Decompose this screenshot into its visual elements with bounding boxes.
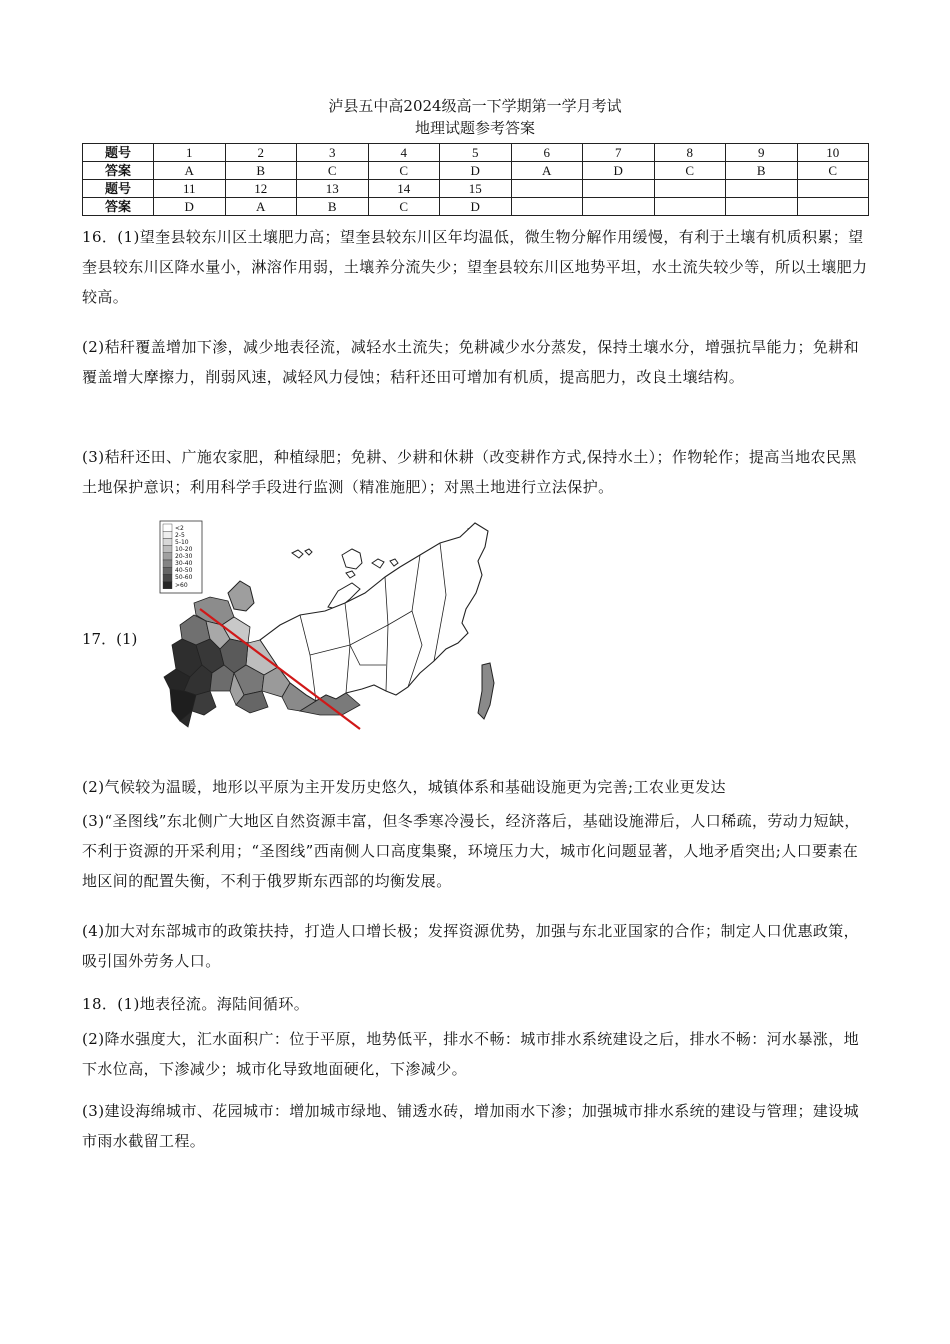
table-row: [83, 198, 869, 216]
row-header-answer: 答案: [83, 198, 154, 216]
legend-label: <2: [175, 525, 184, 532]
table-cell: 12: [225, 180, 297, 198]
row-header-question: 题号: [83, 144, 154, 162]
table-cell: D: [440, 198, 512, 216]
eastern-russia-region: [260, 523, 488, 701]
table-cell: 1: [154, 144, 226, 162]
russia-population-density-map: [150, 515, 500, 735]
legend-swatch: [163, 524, 172, 531]
legend-label: 40-50: [175, 567, 193, 574]
legend-swatch: [163, 546, 172, 553]
table-cell: 7: [583, 144, 655, 162]
map-legend: [160, 521, 202, 593]
table-cell: 11: [154, 180, 226, 198]
legend-swatch: [163, 538, 172, 545]
table-cell: 14: [368, 180, 440, 198]
q17-label: 17．(1): [82, 630, 138, 648]
table-cell: B: [225, 162, 297, 180]
table-cell: [726, 198, 798, 216]
legend-swatch: [163, 553, 172, 560]
table-cell: C: [797, 162, 869, 180]
table-cell: [511, 198, 583, 216]
table-cell: 2: [225, 144, 297, 162]
page-title: 泸县五中高2024级高一下学期第一学月考试: [328, 97, 622, 115]
table-cell: D: [154, 198, 226, 216]
table-cell: [583, 198, 655, 216]
table-cell: D: [440, 162, 512, 180]
legend-label: 50-60: [175, 574, 193, 581]
table-cell: [726, 180, 798, 198]
legend-swatch: [163, 582, 172, 589]
table-row: [83, 162, 869, 180]
table-cell: A: [154, 162, 226, 180]
legend-label: >60: [175, 582, 188, 589]
legend-swatch: [163, 531, 172, 538]
table-cell: 13: [297, 180, 369, 198]
table-cell: [797, 198, 869, 216]
sakhalin-island: [478, 663, 494, 719]
q17-answer-2: (2)气候较为温暖，地形以平原为主开发历史悠久，城镇体系和基础设施更为完善;工农业更发达: [82, 778, 726, 796]
legend-swatch: [163, 567, 172, 574]
q16-answer-3: (3)秸秆还田、广施农家肥，种植绿肥；免耕、少耕和休耕（改变耕作方式,保持水土）；作物轮作；提高当地农民黑土地保护意识；利用科学手段进行监测（精准施肥）；对黑土地进行立法保护。: [82, 448, 857, 496]
table-cell: C: [368, 162, 440, 180]
q16-answer-1: 16．(1)望奎县较东川区土壤肥力高；望奎县较东川区年均温低，微生物分解作用缓慢，有利于土壤有机质积累；望奎县较东川区降水量小，淋溶作用弱，土壤养分流失少；望奎县较东川区地势平坦，水土流失较少等，所以土壤肥力较高。: [82, 228, 868, 306]
table-cell: C: [368, 198, 440, 216]
q18-answer-1: 18．(1)地表径流。海陆间循环。: [82, 995, 310, 1013]
legend-label: 20-30: [175, 553, 193, 560]
table-cell: A: [511, 162, 583, 180]
q17-answer-3: (3)“圣图线”东北侧广大地区自然资源丰富，但冬季寒冷漫长，经济落后，基础设施滞后，人口稀疏，劳动力短缺，不利于资源的开采利用；“圣图线”西南侧人口高度集聚，环境压力大，城市化问题显著，人地矛盾突出;人口要素在地区间的配置失衡，不利于俄罗斯东西部的均衡发展。: [82, 812, 860, 890]
northwest-region: [228, 581, 254, 611]
table-cell: B: [726, 162, 798, 180]
legend-label: 2-5: [175, 532, 185, 539]
table-cell: 8: [654, 144, 726, 162]
table-cell: 9: [726, 144, 798, 162]
table-cell: C: [654, 162, 726, 180]
q18-answer-3: (3)建设海绵城市、花园城市：增加城市绿地、铺透水砖，增加雨水下渗；加强城市排水系统的建设与管理；建设城市雨水截留工程。: [82, 1102, 860, 1150]
table-cell: [654, 198, 726, 216]
table-cell: A: [225, 198, 297, 216]
table-cell: [797, 180, 869, 198]
q17-answer-4: (4)加大对东部城市的政策扶持，打造人口增长极；发挥资源优势，加强与东北亚国家的合作；制定人口优惠政策，吸引国外劳务人口。: [82, 922, 860, 970]
row-header-question: 题号: [83, 180, 154, 198]
legend-label: 5-10: [175, 539, 189, 546]
legend-label: 10-20: [175, 546, 193, 553]
row-header-answer: 答案: [83, 162, 154, 180]
table-cell: 5: [440, 144, 512, 162]
table-row: [83, 144, 869, 162]
table-cell: 10: [797, 144, 869, 162]
table-row: [83, 180, 869, 198]
table-cell: B: [297, 198, 369, 216]
table-cell: [583, 180, 655, 198]
table-cell: D: [583, 162, 655, 180]
table-cell: C: [297, 162, 369, 180]
legend-swatch: [163, 560, 172, 567]
answer-table: [82, 143, 869, 216]
q16-answer-2: (2)秸秆覆盖增加下渗，减少地表径流，减轻水土流失；免耕减少水分蒸发，保持土壤水分，增强抗旱能力；免耕和覆盖增大摩擦力，削弱风速，减轻风力侵蚀；秸秆还田可增加有机质，提高肥力，改良土壤结构。: [82, 338, 860, 386]
table-cell: 6: [511, 144, 583, 162]
legend-swatch: [163, 574, 172, 581]
table-cell: [511, 180, 583, 198]
table-cell: 15: [440, 180, 512, 198]
table-cell: [654, 180, 726, 198]
table-cell: 4: [368, 144, 440, 162]
q18-answer-2: (2)降水强度大，汇水面积广：位于平原，地势低平，排水不畅：城市排水系统建设之后，排水不畅：河水暴涨，地下水位高，下渗减少；城市化导致地面硬化，下渗减少。: [82, 1030, 860, 1078]
table-cell: 3: [297, 144, 369, 162]
page-subtitle: 地理试题参考答案: [414, 119, 535, 137]
legend-label: 30-40: [175, 560, 193, 567]
